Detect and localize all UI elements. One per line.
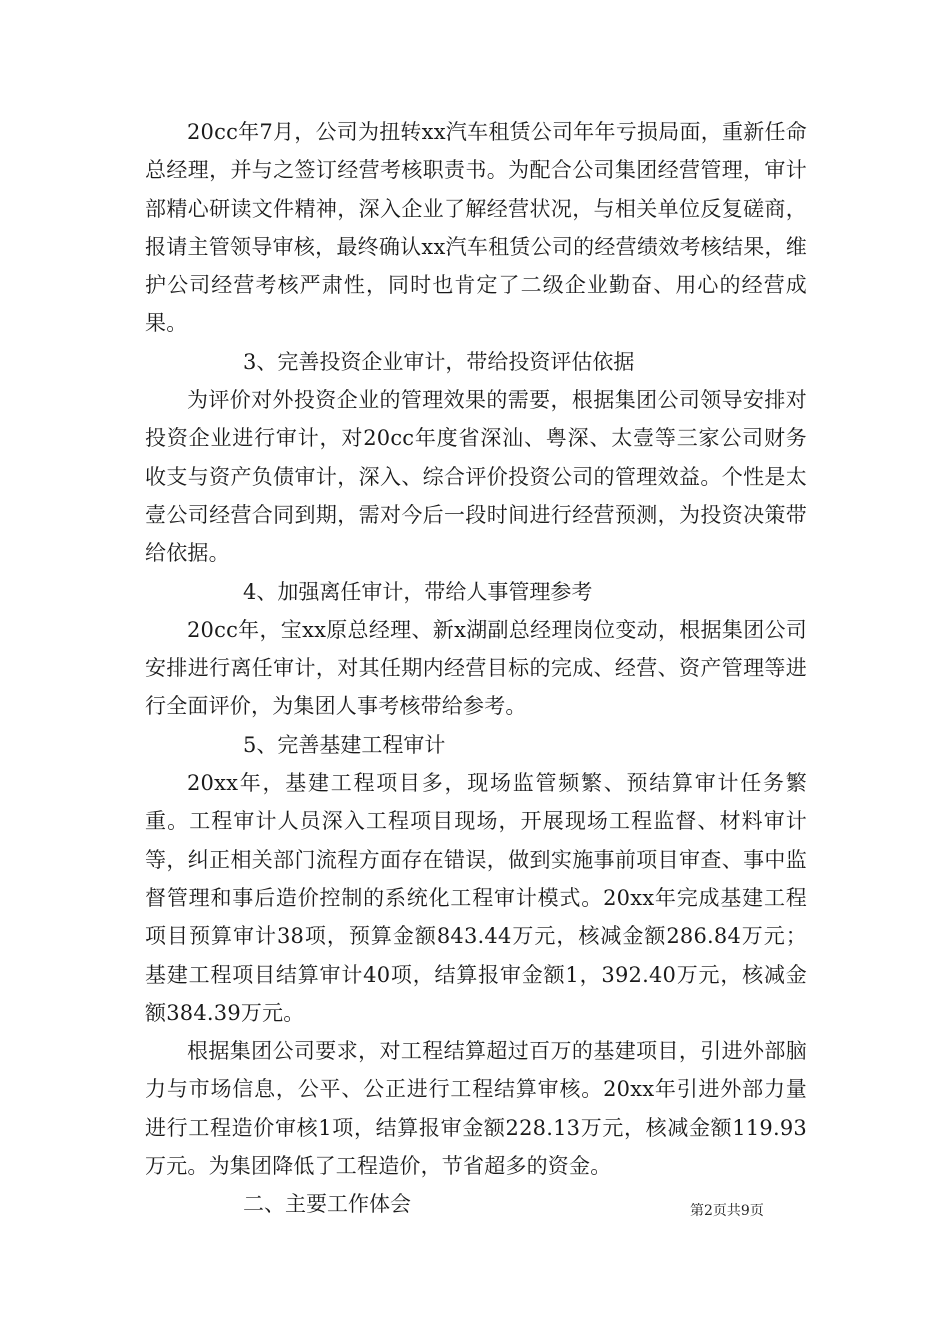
heading-investment-audit: 3、完善投资企业审计，带给投资评估依据 [243,349,635,374]
paragraph-construction-audit: 20xx年，基建工程项目多，现场监管频繁、预结算审计任务繁重。工程审计人员深入工程项目现场，开展现场工程监督、材料审计等，纠正相关部门流程方面存在错误，做到实施事前项目审查、事中监督管理和事后造价控制的系统化工程审计模式。20xx年完成基建工程项目预算审计38项，预算金额843.44万元，核减金额286.84万元；基建工程项目结算审计40项，结算报审金额1，392.40万元，核减金额384.39万元。 [145,771,807,1025]
paragraph-departure-audit: 20cc年，宝xx原总经理、新x湖副总经理岗位变动，根据集团公司安排进行离任审计，对其任期内经营目标的完成、经营、资产管理等进行全面评价，为集团人事考核带给参考。 [145,617,807,719]
heading-work-experience: 二、主要工作体会 [243,1192,411,1217]
page-number-footer: 第2页共9页 [690,1203,764,1219]
paragraph-external-review: 根据集团公司要求，对工程结算超过百万的基建项目，引进外部脑力与市场信息，公平、公正进行工程结算审核。20xx年引进外部力量进行工程造价审核1项，结算报审金额228.13万元，核减金额119.93万元。为集团降低了工程造价，节省超多的资金。 [145,1039,807,1179]
paragraph-investment-audit: 为评价对外投资企业的管理效果的需要，根据集团公司领导安排对投资企业进行审计，对20cc年度省深汕、粤深、太壹等三家公司财务收支与资产负债审计，深入、综合评价投资公司的管理效益。个性是太壹公司经营合同到期，需对今后一段时间进行经营预测，为投资决策带给依据。 [145,388,807,566]
paragraph-car-rental-assessment: 20cc年7月，公司为扭转xx汽车租赁公司年年亏损局面，重新任命总经理，并与之签订经营考核职责书。为配合公司集团经营管理，审计部精心研读文件精神，深入企业了解经营状况，与相关单位反复磋商，报请主管领导审核，最终确认xx汽车租赁公司的经营绩效考核结果，维护公司经营考核严肃性，同时也肯定了二级企业勤奋、用心的经营成果。 [145,120,807,336]
heading-departure-audit: 4、加强离任审计，带给人事管理参考 [243,579,593,604]
heading-construction-audit: 5、完善基建工程审计 [243,732,446,757]
document-body [145,113,807,1224]
